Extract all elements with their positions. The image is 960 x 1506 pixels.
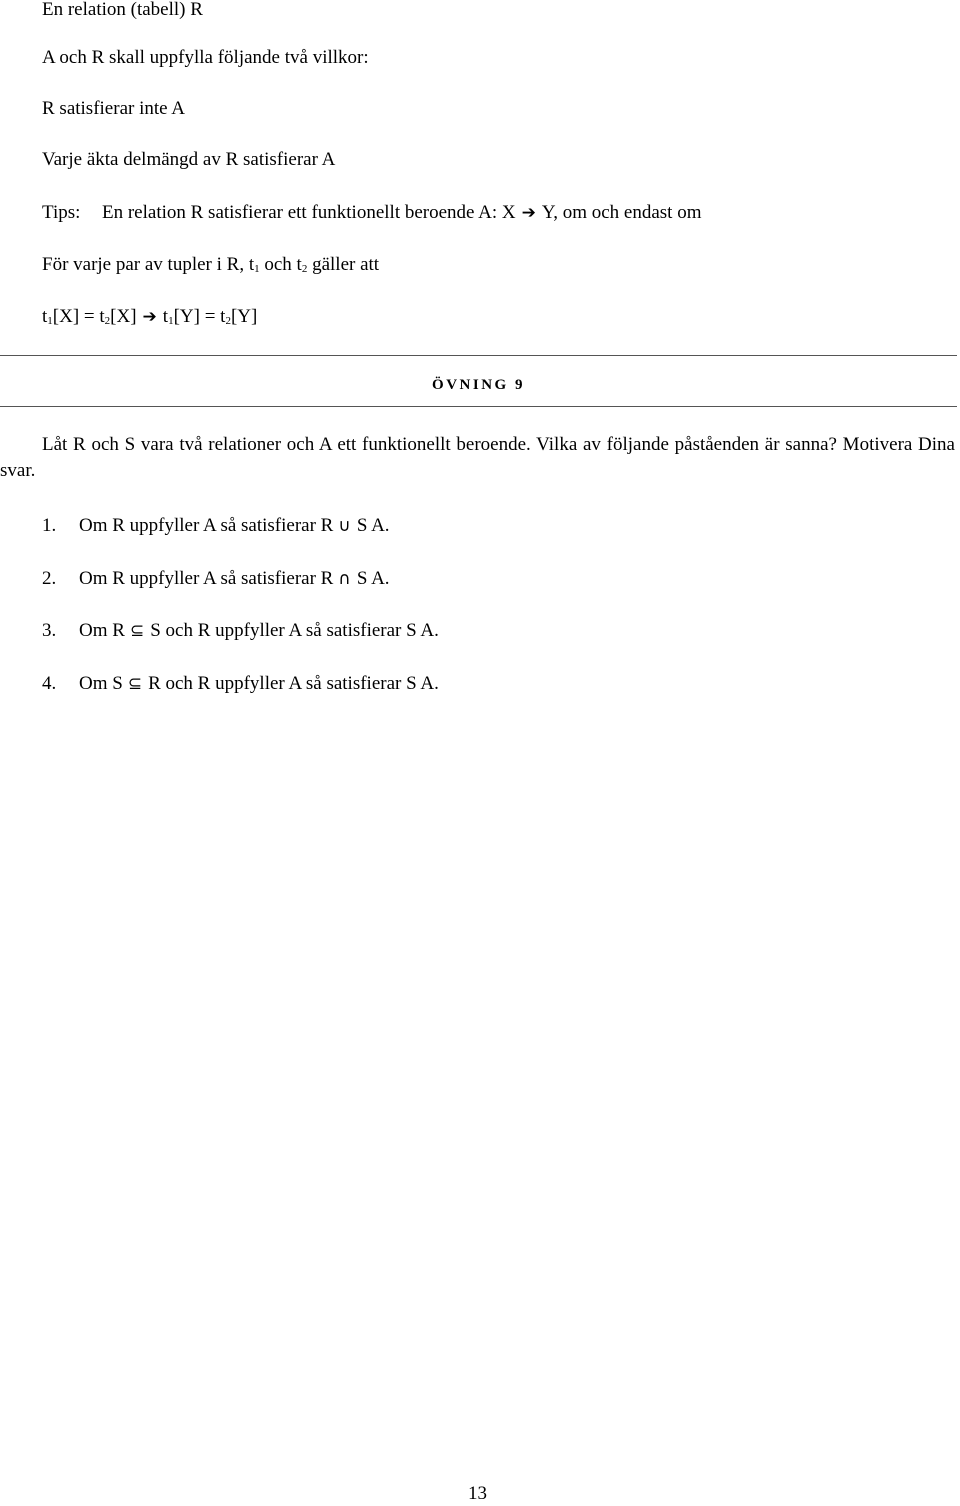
fd-formula [42,305,257,329]
exercise-heading: ÖVNING 9 [432,377,525,393]
formula-y-part: [Y] = [173,306,216,327]
formula-arrow-icon: ➔ [142,307,157,327]
union-icon: ∪ [338,516,351,536]
pairs-prefix: För varje par av tupler i R, t [42,254,255,275]
condition-1: R satisfierar inte A [42,98,185,119]
pairs-mid: och t [264,254,302,275]
right-arrow-icon: ➔ [521,203,536,223]
formula-sub-4: 2 [225,315,231,327]
subset-icon: ⊆ [129,621,145,641]
tuple-pairs-line [42,253,379,277]
conditions-intro: A och R skall uppfylla följande två villkor: [42,47,369,68]
tips-line [42,201,701,225]
item-text-before: Om R uppfyller A så satisfierar R [79,568,334,589]
intersection-icon: ∩ [338,569,351,589]
item-text-before: Om R uppfyller A så satisfierar R [79,515,334,536]
condition-2: Varje äkta delmängd av R satisfierar A [42,149,336,170]
page-number: 13 [468,1483,487,1504]
divider-bottom [0,406,957,407]
tips-label: Tips: [42,202,81,223]
item-text-before: Om S [79,673,123,694]
subscript-2: 2 [301,263,308,275]
formula-y-close: [Y] [230,306,258,327]
item-text-after: S och R uppfyller A så satisfierar S A. [150,620,439,641]
formula-t3: t [162,306,169,327]
formula-t2: t [99,306,105,327]
item-text-after: R och R uppfyller A så satisfierar S A. [148,673,439,694]
item-number: 2. [42,568,57,589]
formula-sub-2: 2 [104,315,111,327]
formula-sub-1: 1 [47,315,53,327]
tips-text-before-arrow: En relation R satisfierar ett funktionellt beroende A: X [102,202,516,223]
list-item [42,672,439,696]
formula-sub-3: 1 [168,315,174,327]
item-text-after: S A. [356,568,390,589]
formula-x-part: [X] = [52,306,95,327]
item-number: 4. [42,673,57,694]
subset-icon: ⊆ [127,674,143,694]
divider-top [0,355,957,356]
exercise-question [0,432,955,484]
pairs-suffix: gäller att [312,254,380,275]
item-number: 1. [42,515,57,536]
subscript-1: 1 [254,263,260,275]
list-item [42,619,439,643]
item-text-before: Om R [79,620,125,641]
formula-x-close: [X] [110,306,137,327]
item-number: 3. [42,620,57,641]
formula-t4: t [220,306,226,327]
relation-line: En relation (tabell) R [42,0,203,20]
tips-text-after-arrow: Y, om och endast om [541,202,702,223]
item-text-after: S A. [356,515,390,536]
list-item [42,567,390,591]
question-text: Låt R och S vara två relationer och A ett funktionellt beroende. Vilka av följande påståenden är sanna? Motivera Dina svar. [0,434,955,481]
formula-t1: t [42,306,48,327]
list-item [42,514,390,538]
